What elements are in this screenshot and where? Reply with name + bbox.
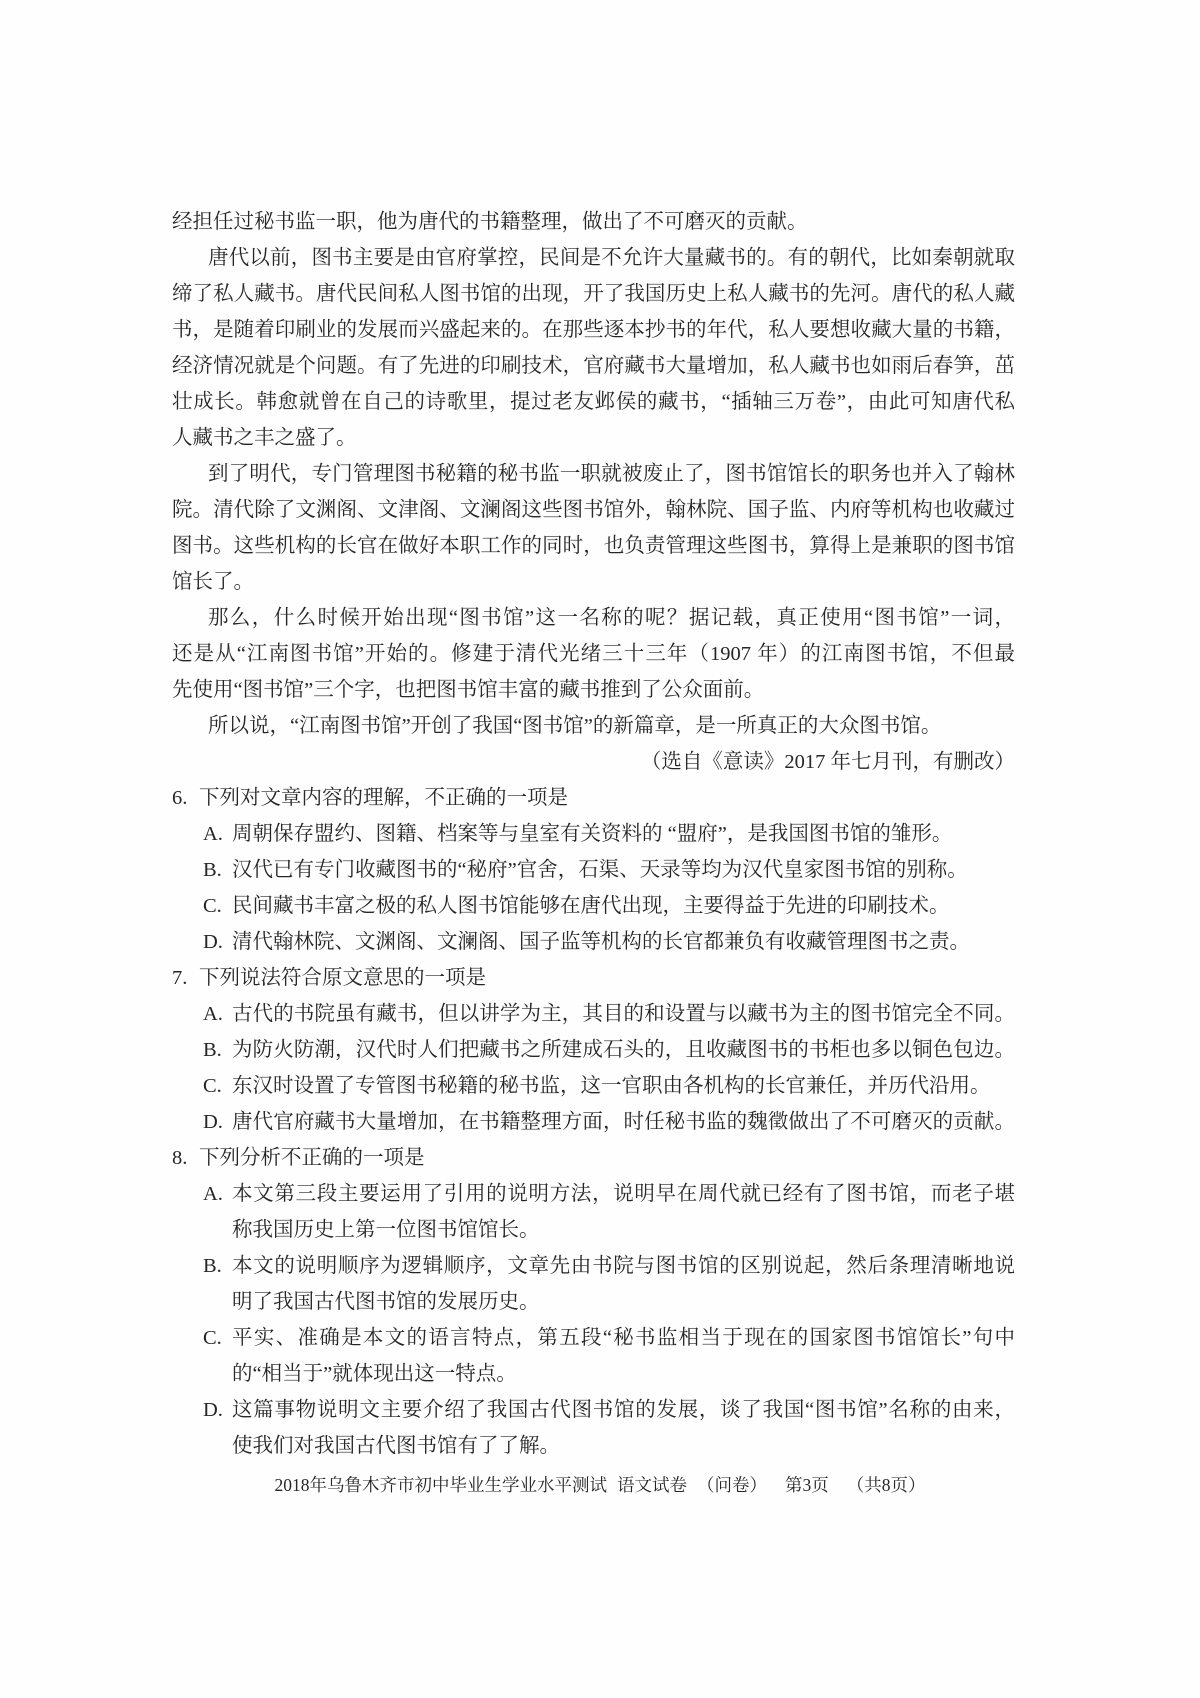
option-d — [172, 1392, 1015, 1464]
passage-line: 馆长了。 — [172, 571, 254, 593]
option-c — [172, 1320, 1015, 1392]
option-text-line: 唐代官府藏书大量增加，在书籍整理方面，时任秘书监的魏徵做出了不可磨灭的贡献。 — [232, 1111, 1015, 1133]
option-text-line: 的“相当于”就体现出这一特点。 — [232, 1363, 517, 1385]
option-label: A. — [203, 1003, 223, 1025]
passage-line: 那么，什么时候开始出现“图书馆”这一名称的呢？据记载，真正使用“图书馆”一词， — [208, 607, 1015, 629]
option-label: A. — [203, 1183, 223, 1205]
option-a — [172, 816, 1015, 852]
passage-paragraph — [172, 600, 1015, 708]
question-number: 8. — [172, 1147, 188, 1169]
passage-line: 所以说，“江南图书馆”开创了我国“图书馆”的新篇章，是一所真正的大众图书馆。 — [208, 715, 942, 737]
passage-line: 先使用“图书馆”三个字，也把图书馆丰富的藏书推到了公众面前。 — [172, 679, 765, 701]
option-text-line: 平实、准确是本文的语言特点，第五段“秘书监相当于现在的国家图书馆馆长”句中 — [232, 1327, 1015, 1349]
passage-line: 到了明代，专门管理图书秘籍的秘书监一职就被废止了，图书馆馆长的职务也并入了翰林 — [208, 463, 1015, 485]
option-text-line: 为防火防潮，汉代时人们把藏书之所建成石头的，且收藏图书的书柜也多以铜色包边。 — [232, 1039, 1015, 1061]
page-footer — [0, 1467, 1200, 1503]
passage-line: 经济情况就是个问题。有了先进的印刷技术，官府藏书大量增加，私人藏书也如雨后春笋，茁 — [172, 355, 1015, 377]
option-text-line: 本文第三段主要运用了引用的说明方法，说明早在周代就已经有了图书馆，而老子堪 — [232, 1183, 1015, 1205]
passage-paragraph — [172, 204, 1015, 240]
option-b — [172, 852, 1015, 888]
question-8 — [172, 1140, 1015, 1464]
passage-paragraph — [172, 240, 1015, 456]
option-label: D. — [203, 931, 223, 953]
option-text-line: 这篇事物说明文主要介绍了我国古代图书馆的发展，谈了我国“图书馆”名称的由来， — [232, 1399, 1015, 1421]
option-b — [172, 1032, 1015, 1068]
subject-label: 语文试卷 — [617, 1475, 687, 1495]
option-label: C. — [203, 1075, 222, 1097]
option-c — [172, 888, 1015, 924]
page-number: 第3页 — [785, 1475, 829, 1495]
option-text-line: 明了我国古代图书馆的发展历史。 — [232, 1291, 540, 1313]
option-text-line: 使我们对我国古代图书馆有了了解。 — [232, 1435, 560, 1457]
option-label: C. — [203, 1327, 222, 1349]
exam-title: 2018年乌鲁木齐市初中毕业生学业水平测试 — [274, 1475, 607, 1495]
passage-paragraph — [172, 456, 1015, 600]
option-text-line: 民间藏书丰富之极的私人图书馆能够在唐代出现，主要得益于先进的印刷技术。 — [232, 895, 950, 917]
option-text-line: 清代翰林院、文渊阁、文澜阁、国子监等机构的长官都兼负有收藏管理图书之责。 — [232, 931, 970, 953]
option-label: B. — [203, 859, 222, 881]
option-label: D. — [203, 1111, 223, 1133]
option-label: B. — [203, 1255, 222, 1277]
question-number: 7. — [172, 967, 188, 989]
passage-line: 人藏书之丰之盛了。 — [172, 427, 357, 449]
option-text-line: 汉代已有专门收藏图书的“秘府”官舍，石渠、天录等均为汉代皇家图书馆的别称。 — [232, 859, 968, 881]
passage-line: 还是从“江南图书馆”开始的。修建于清代光绪三十三年（1907 年）的江南图书馆，不但最 — [172, 643, 1015, 665]
option-label: C. — [203, 895, 222, 917]
question-7 — [172, 960, 1015, 1140]
passage — [172, 204, 1015, 780]
passage-line: 图书。这些机构的长官在做好本职工作的同时，也负责管理这些图书，算得上是兼职的图书馆 — [172, 535, 1015, 557]
option-text-line: 本文的说明顺序为逻辑顺序，文章先由书院与图书馆的区别说起，然后条理清晰地说 — [232, 1255, 1015, 1277]
option-c — [172, 1068, 1015, 1104]
question-stem: 下列说法符合原文意思的一项是 — [199, 967, 486, 989]
option-d — [172, 924, 1015, 960]
passage-line: 院。清代除了文渊阁、文津阁、文澜阁这些图书馆外，翰林院、国子监、内府等机构也收藏过 — [172, 499, 1015, 521]
passage-line: 书，是随着印刷业的发展而兴盛起来的。在那些逐本抄书的年代，私人要想收藏大量的书籍， — [172, 319, 1015, 341]
option-text-line: 东汉时设置了专管图书秘籍的秘书监，这一官职由各机构的长官兼任，并历代沿用。 — [232, 1075, 991, 1097]
option-a — [172, 1176, 1015, 1248]
option-text-line: 称我国历史上第一位图书馆馆长。 — [232, 1219, 540, 1241]
passage-line: 唐代以前，图书主要是由官府掌控，民间是不允许大量藏书的。有的朝代，比如秦朝就取 — [208, 247, 1015, 269]
question-stem: 下列对文章内容的理解，不正确的一项是 — [199, 787, 568, 809]
passage-line: 经担任过秘书监一职，他为唐代的书籍整理，做出了不可磨灭的贡献。 — [172, 211, 808, 233]
option-text-line: 古代的书院虽有藏书，但以讲学为主，其目的和设置与以藏书为主的图书馆完全不同。 — [232, 1003, 1015, 1025]
paper-part: （问卷） — [697, 1475, 767, 1495]
passage-line: 壮成长。韩愈就曾在自己的诗歌里，提过老友邺侯的藏书，“插轴三万卷”，由此可知唐代私 — [172, 391, 1015, 413]
question-number: 6. — [172, 787, 188, 809]
option-a — [172, 996, 1015, 1032]
question-6 — [172, 780, 1015, 960]
page-content — [172, 204, 1015, 1464]
option-b — [172, 1248, 1015, 1320]
option-text-line: 周朝保存盟约、图籍、档案等与皇室有关资料的 “盟府”，是我国图书馆的雏形。 — [232, 823, 953, 845]
passage-line: 缔了私人藏书。唐代民间私人图书馆的出现，开了我国历史上私人藏书的先河。唐代的私人藏 — [172, 283, 1015, 305]
page-total: （共8页） — [846, 1475, 926, 1495]
option-d — [172, 1104, 1015, 1140]
option-label: B. — [203, 1039, 222, 1061]
source-citation: （选自《意读》2017 年七月刊，有删改） — [640, 751, 1015, 773]
option-label: D. — [203, 1399, 223, 1421]
passage-paragraph — [172, 708, 1015, 744]
option-label: A. — [203, 823, 223, 845]
question-stem: 下列分析不正确的一项是 — [199, 1147, 425, 1169]
